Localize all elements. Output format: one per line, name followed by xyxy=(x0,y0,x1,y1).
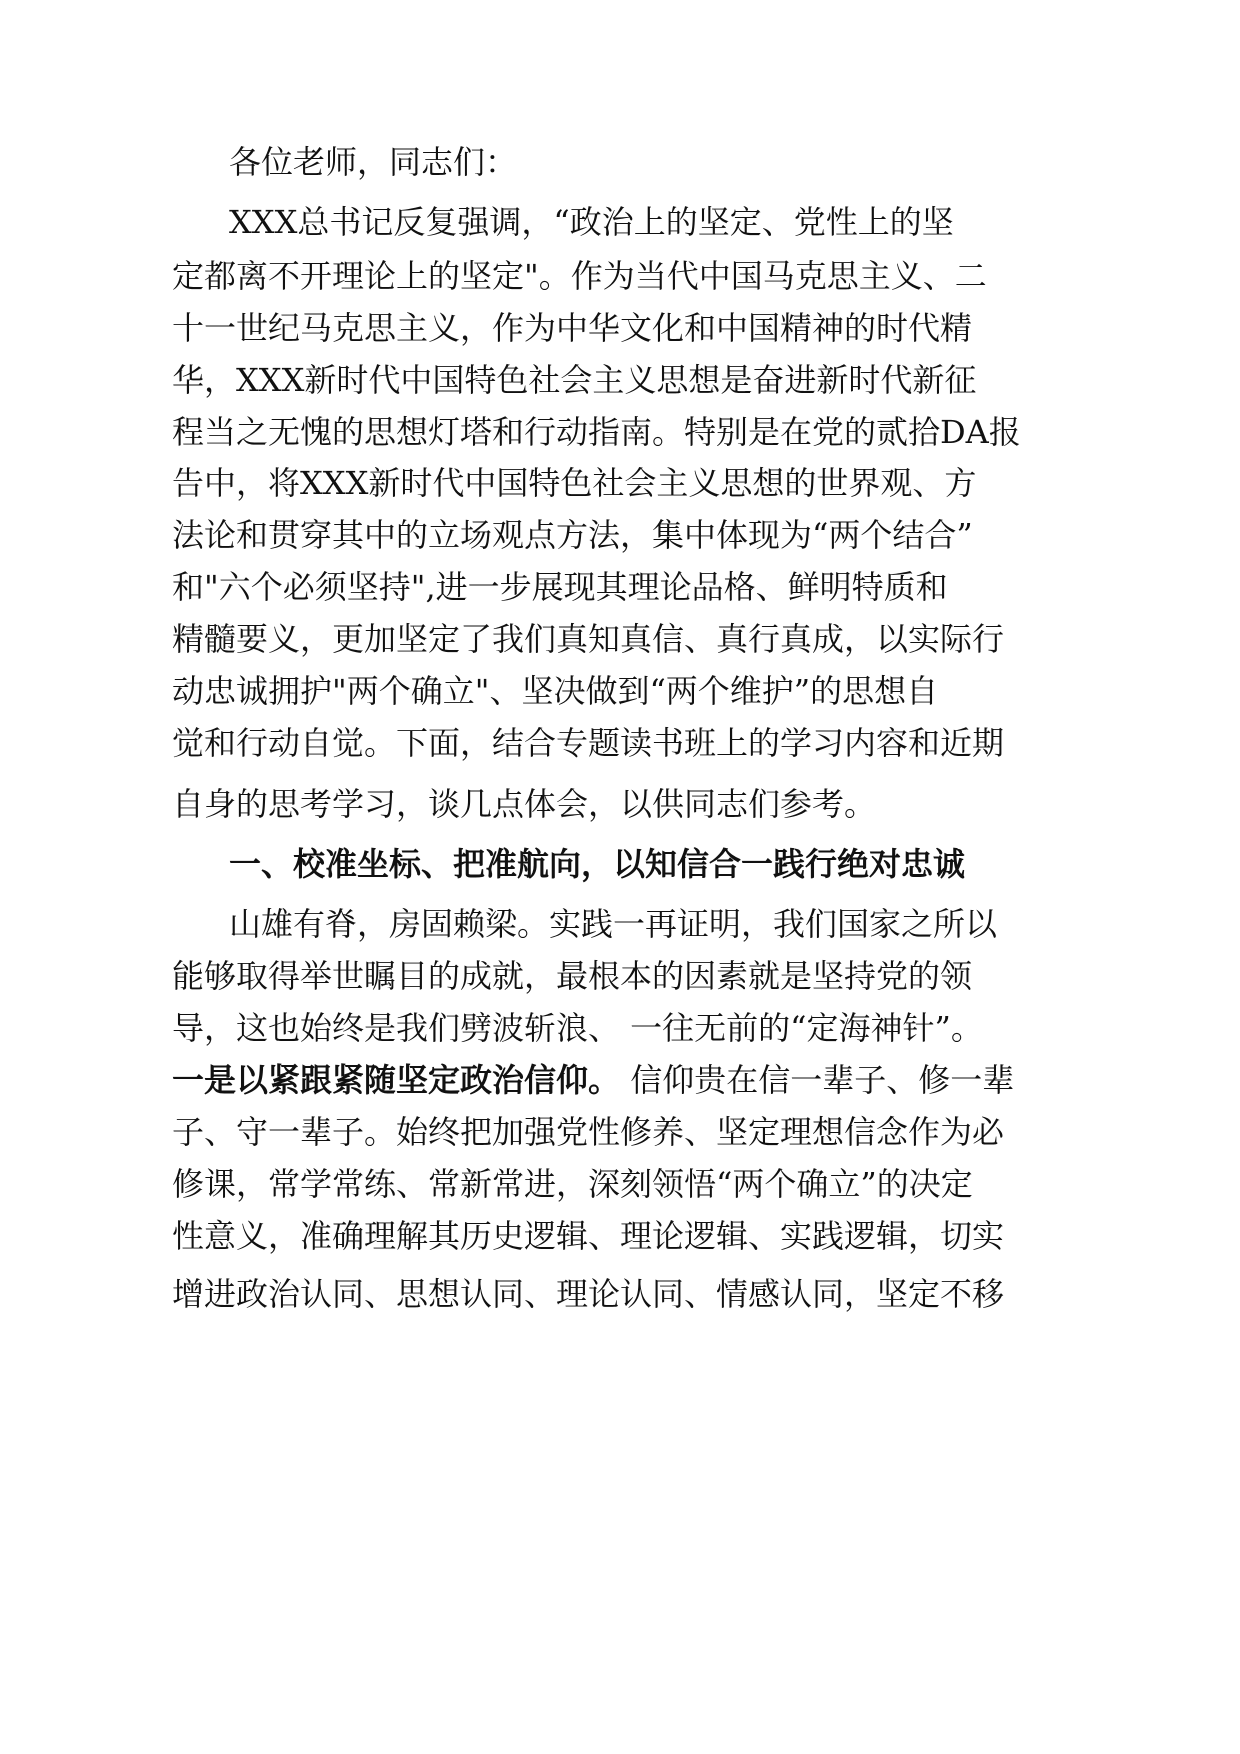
point-title: 一是以紧跟紧随坚定政治信仰。 xyxy=(172,1061,621,1099)
paragraph-line: 动忠诚拥护"两个确立"、坚决做到“两个维护”的思想自 xyxy=(172,672,939,710)
paragraph-line: 增进政治认同、思想认同、理论认同、情感认同，坚定不移 xyxy=(172,1275,1005,1313)
paragraph-line: 精髓要义，更加坚定了我们真知真信、真行真成，以实际行 xyxy=(172,620,1005,658)
paragraph-line: 和"六个必须坚持",进一步展现其理论品格、鲜明特质和 xyxy=(172,568,948,606)
greeting: 各位老师，同志们： xyxy=(229,143,518,181)
paragraph-line: 能够取得举世瞩目的成就，最根本的因素就是坚持党的领 xyxy=(172,957,973,995)
paragraph-line: 程当之无愧的思想灯塔和行动指南。特别是在党的贰拾DA报 xyxy=(172,413,1021,451)
paragraph-line: 山雄有脊，房固赖梁。实践一再证明，我们国家之所以 xyxy=(229,905,998,943)
paragraph-line: 自身的思考学习，谈几点体会，以供同志们参考。 xyxy=(172,785,877,823)
paragraph-line: 十一世纪马克思主义，作为中华文化和中国精神的时代精 xyxy=(172,309,973,347)
paragraph-line: 觉和行动自觉。下面，结合专题读书班上的学习内容和近期 xyxy=(172,724,1005,762)
paragraph-line: 华，XXX新时代中国特色社会主义思想是奋进新时代新征 xyxy=(172,361,977,399)
paragraph-line: 子、守一辈子。始终把加强党性修养、坚定理想信念作为必 xyxy=(172,1113,1005,1151)
point-line xyxy=(172,1060,1014,1100)
paragraph-line: 法论和贯穿其中的立场观点方法，集中体现为“两个结合” xyxy=(172,516,973,554)
paragraph-line: 定都离不开理论上的坚定"。作为当代中国马克思主义、二 xyxy=(172,257,987,295)
paragraph-line: 导，这也始终是我们劈波斩浪、 一往无前的“定海神针”。 xyxy=(172,1009,983,1047)
paragraph-line: XXX总书记反复强调，“政治上的坚定、党性上的坚 xyxy=(229,203,954,241)
paragraph-line: 修课，常学常练、常新常进，深刻领悟“两个确立”的决定 xyxy=(172,1165,973,1203)
paragraph-line: 性意义，准确理解其历史逻辑、理论逻辑、实践逻辑，切实 xyxy=(172,1217,1005,1255)
section-heading: 一、校准坐标、把准航向，以知信合一践行绝对忠诚 xyxy=(229,845,966,883)
paragraph-line: 告中，将XXX新时代中国特色社会主义思想的世界观、方 xyxy=(172,464,977,502)
point-text: 信仰贵在信一辈子、修一辈 xyxy=(620,1061,1015,1099)
